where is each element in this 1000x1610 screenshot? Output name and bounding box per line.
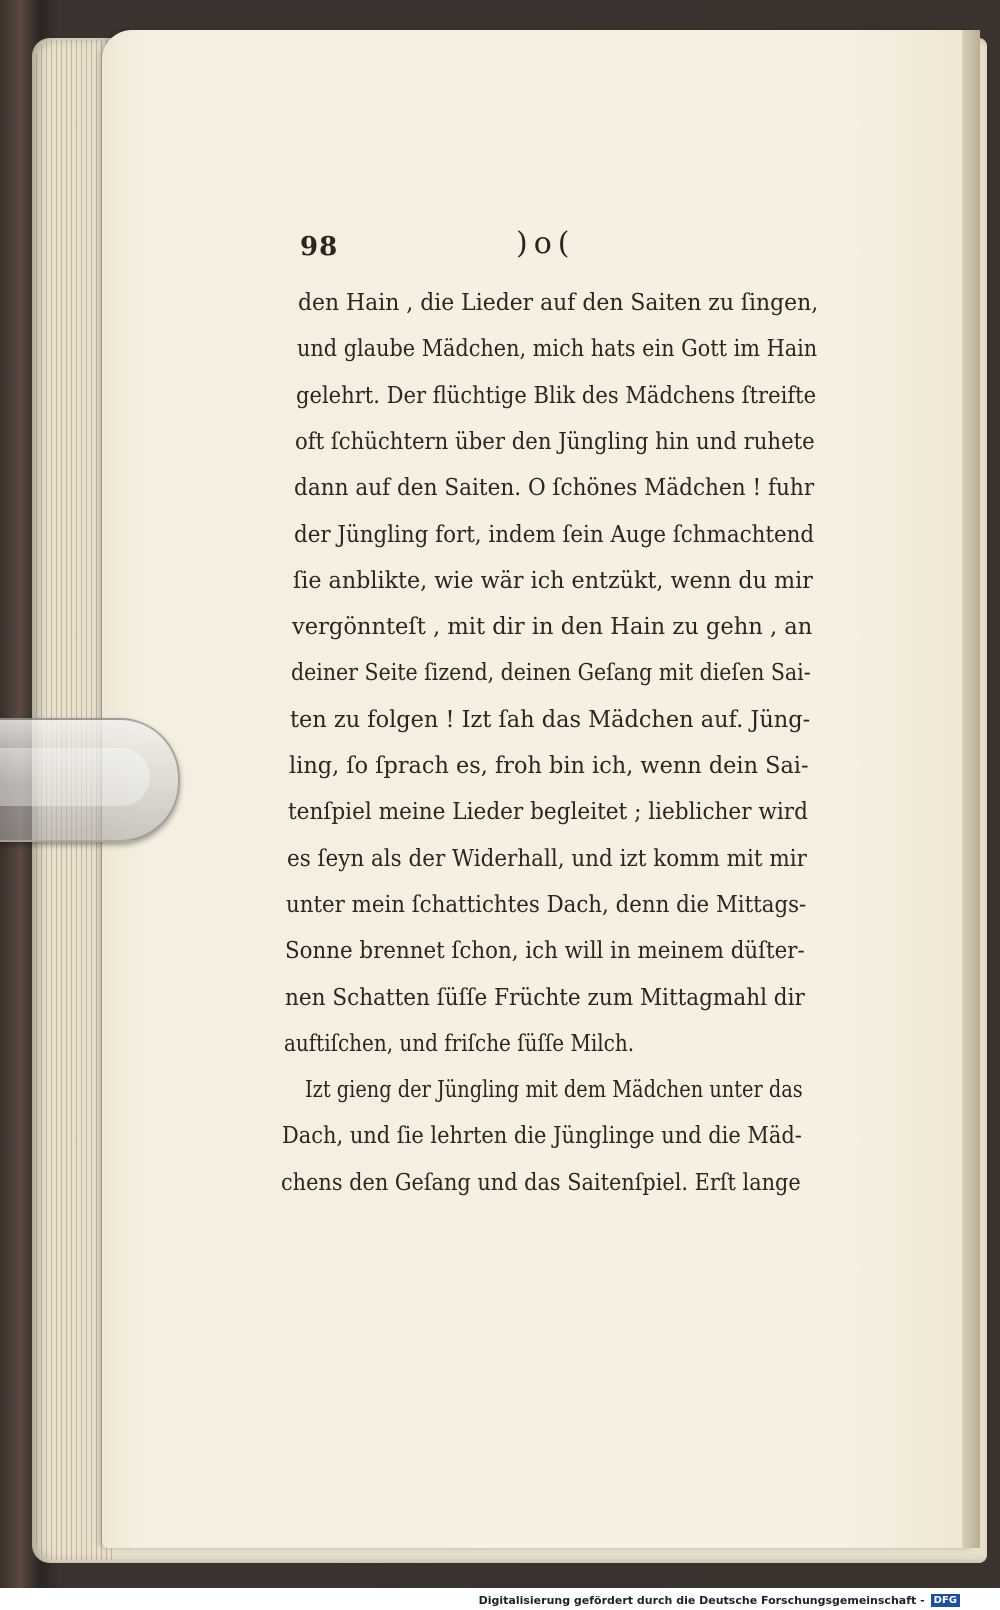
text-line: Sonne brennet ſchon, ich will in meinem düſter- <box>285 938 806 965</box>
text-line: und glaube Mädchen, mich hats ein Gott im Hain <box>297 336 818 363</box>
text-line: gelehrt. Der flüchtige Blik des Mädchens ſtreifte <box>296 382 817 409</box>
text-line: den Hain , die Lieder auf den Saiten zu ſingen, <box>298 290 819 316</box>
credit-text: Digitalisierung gefördert durch die Deutsche Forschungsgemeinschaft - <box>478 1593 925 1607</box>
text-line: ſie anblikte, wie wär ich entzükt, wenn du mir <box>292 567 813 594</box>
text-line: unter mein ſchattichtes Dach, denn die Mittags- <box>286 891 807 918</box>
text-line: es ſeyn als der Widerhall, und izt komm mit mir <box>287 845 808 872</box>
page-right-edge <box>962 30 980 1548</box>
text-line: auftiſchen, und friſche ſüſſe Milch. <box>283 1030 634 1057</box>
text-line: chens den Geſang und das Saitenſpiel. Erſt lange <box>280 1169 801 1196</box>
dfg-logo: DFG <box>931 1594 960 1607</box>
text-line: deiner Seite ſizend, deinen Geſang mit dieſen Sai- <box>290 660 811 687</box>
text-line: Izt gieng der Jüngling mit dem Mädchen unter das <box>304 1077 803 1104</box>
text-line: der Jüngling fort, indem ſein Auge ſchmachtend <box>293 521 814 548</box>
text-line: nen Schatten ſüſſe Früchte zum Mittagmahl dir <box>284 984 805 1011</box>
text-line: vergönnteſt , mit dir in den Hain zu gehn , an <box>291 614 812 641</box>
text-line: Dach, und ſie lehrten die Jünglinge und die Mäd- <box>281 1123 802 1150</box>
page-clip-highlight <box>0 748 150 806</box>
text-line: ten zu folgen ! Izt ſah das Mädchen auf. Jüng- <box>289 706 811 733</box>
running-head: )o( <box>516 226 576 261</box>
text-line: ling, ſo ſprach es, froh bin ich, wenn dein Sai- <box>289 753 809 779</box>
text-line: tenſpiel meine Lieder begleitet ; lieblicher wird <box>288 799 809 826</box>
text-line: oft ſchüchtern über den Jüngling hin und ruhete <box>295 428 816 455</box>
digitization-credit <box>479 1590 960 1610</box>
text-line: dann auf den Saiten. O ſchönes Mädchen ! fuhr <box>294 475 815 502</box>
page-number: 98 <box>300 232 339 262</box>
